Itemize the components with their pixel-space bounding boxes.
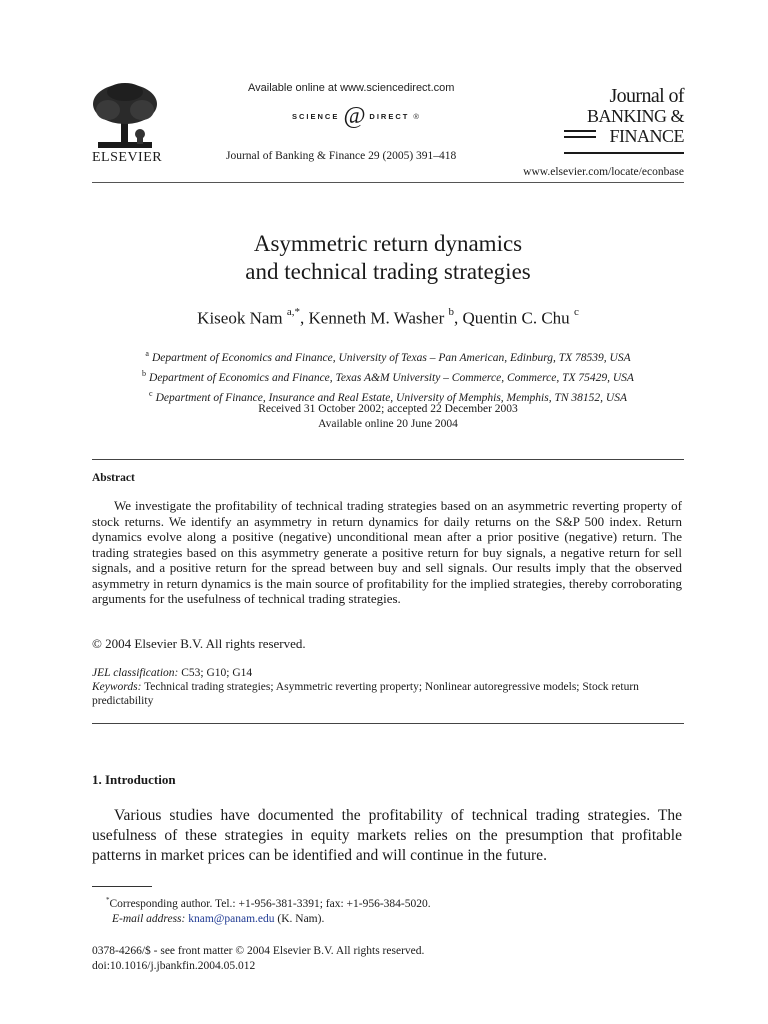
- affiliation-mark: a: [145, 349, 149, 358]
- author-affil-mark: c: [573, 306, 579, 318]
- section-heading: 1. Introduction: [92, 772, 176, 787]
- available-online-text[interactable]: Available online at www.sciencedirect.com: [248, 82, 455, 94]
- publisher-name: ELSEVIER: [92, 150, 163, 165]
- email-link[interactable]: knam@panam.edu: [188, 912, 275, 925]
- title-line-2: and technical trading strategies: [245, 259, 531, 284]
- online-date: Available online 20 June 2004: [318, 418, 458, 430]
- footnote-email-line: [92, 912, 684, 927]
- keywords-label: Keywords:: [92, 681, 142, 693]
- abstract-bottom-rule: [92, 723, 684, 724]
- front-matter-info: [92, 944, 684, 974]
- footnote-rule: [92, 886, 152, 887]
- affiliation-text: Department of Economics and Finance, University of Texas – Pan American, Edinburg, TX 78539, USA: [151, 351, 631, 364]
- affiliation-line: [92, 366, 684, 386]
- header-divider: [92, 182, 684, 183]
- journal-logo-rule: [564, 136, 596, 138]
- author-affil-mark: a,*: [286, 306, 301, 318]
- journal-logo-line1: Journal of: [609, 85, 684, 107]
- sd-at-icon: @: [343, 103, 366, 129]
- journal-logo-rule: [564, 130, 596, 132]
- jel-line: [92, 666, 684, 680]
- title-line-1: Asymmetric return dynamics: [253, 231, 523, 256]
- keywords-value: Technical trading strategies; Asymmetric reverting property; Nonlinear autoregressive models; Stock return predictability: [92, 681, 639, 707]
- journal-logo-rule: [564, 152, 684, 154]
- footnote-mark: *: [106, 896, 110, 904]
- author-separator: ,: [453, 308, 463, 328]
- abstract-body: We investigate the profitability of technical trading strategies based on an asymmetric reverting property of stock returns. We identify an asymmetry in return dynamics for daily returns on the S&P 500 index. Return dynamics evolve along a positive (negative) unconditional mean after a prior positive (negative) return. The trading strategies based on this asymmetry generate a positive return for buy signals, a negative return for sell signals, and a positive return for the spread between buy and sell signals. Our results imply that the observed asymmetry in return dynamics is the main source of profitability for the implied strategies, thereby corroborating arguments for the usefulness of technical trading strategies.: [92, 498, 682, 606]
- journal-reference: Journal of Banking & Finance 29 (2005) 391–418: [226, 150, 457, 162]
- journal-logo-line3: FINANCE: [609, 126, 684, 146]
- sd-right-text: DIRECT: [369, 111, 410, 121]
- author-list: [92, 308, 684, 329]
- doi-line: doi:10.1016/j.jbankfin.2004.05.012: [92, 960, 256, 972]
- journal-url-link[interactable]: www.elsevier.com/locate/econbase: [523, 166, 684, 178]
- affiliation-text: Department of Finance, Insurance and Real Estate, University of Memphis, Memphis, TN 38152, USA: [155, 391, 627, 404]
- abstract-heading: Abstract: [92, 472, 135, 484]
- author-name: Kiseok Nam: [197, 308, 283, 328]
- introduction-body: Various studies have documented the profitability of technical trading strategies. The usefulness of these strategies in equity markets relies on the presumption that profitable patterns in market prices can be identified and will continue in the future.: [92, 807, 682, 864]
- author-affil-mark: b: [448, 306, 454, 318]
- affiliation-line: [92, 346, 684, 366]
- affiliation-mark: c: [149, 388, 153, 398]
- issn-line: 0378-4266/$ - see front matter © 2004 Elsevier B.V. All rights reserved.: [92, 945, 425, 957]
- footnote-corresponding-text: Corresponding author. Tel.: +1-956-381-3391; fax: +1-956-384-5020.: [109, 897, 431, 910]
- elsevier-tree-logo: [90, 82, 160, 150]
- affiliations: [92, 346, 684, 405]
- sd-left-text: SCIENCE: [292, 111, 340, 121]
- sd-registered-mark: ®: [413, 111, 419, 121]
- author-separator: ,: [300, 308, 309, 328]
- affiliation-text: Department of Economics and Finance, Texas A&M University – Commerce, Commerce, TX 75429, USA: [149, 371, 634, 384]
- classification-block: [92, 666, 684, 708]
- email-suffix: (K. Nam).: [274, 912, 325, 925]
- affiliation-mark: b: [142, 368, 147, 378]
- abstract-top-rule: [92, 459, 684, 460]
- footnote-corresponding: [92, 893, 684, 912]
- paper-title: [92, 230, 684, 286]
- email-label: E-mail address:: [112, 912, 186, 925]
- article-dates: [92, 402, 684, 432]
- keywords-line: [92, 680, 684, 708]
- abstract-copyright: © 2004 Elsevier B.V. All rights reserved.: [92, 636, 306, 651]
- author-name: Kenneth M. Washer: [308, 308, 445, 328]
- author-name: Quentin C. Chu: [462, 308, 570, 328]
- footnote: [92, 893, 684, 927]
- journal-logo-line2: BANKING &: [587, 106, 684, 126]
- sciencedirect-logo: [292, 104, 419, 128]
- received-date: Received 31 October 2002; accepted 22 December 2003: [258, 403, 518, 415]
- jel-value: C53; G10; G14: [178, 667, 253, 679]
- jel-label: JEL classification:: [92, 667, 179, 679]
